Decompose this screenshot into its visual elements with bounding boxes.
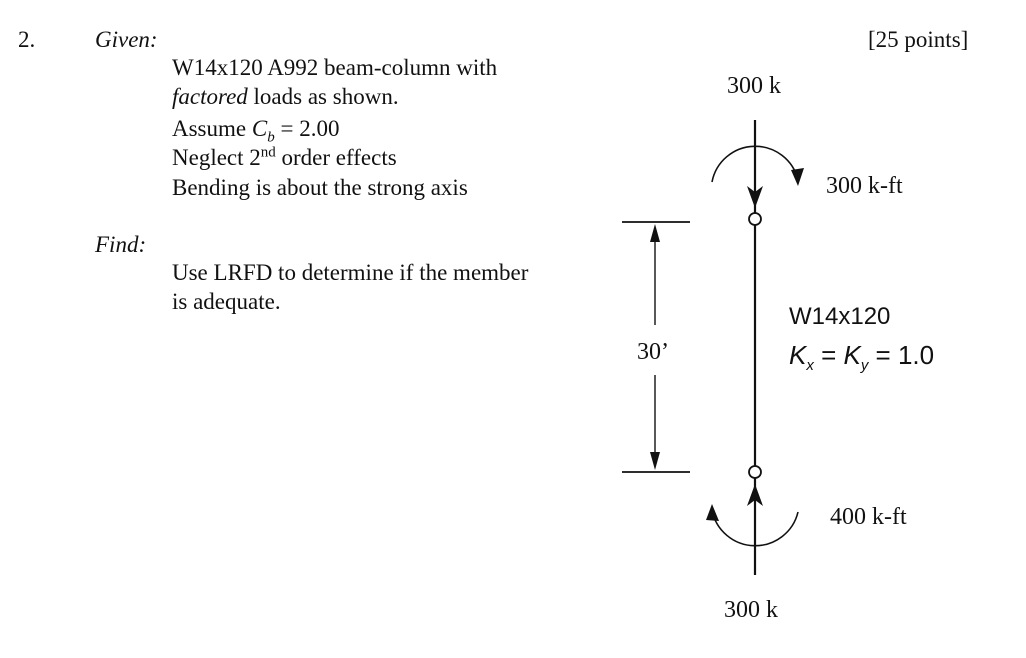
top-moment-label: 300 k-ft — [826, 173, 903, 199]
neglect-rest: order effects — [275, 145, 397, 170]
given-line-bending: Bending is about the strong axis — [172, 175, 468, 200]
cb-variable: C — [251, 116, 268, 141]
bottom-pin — [749, 466, 761, 478]
factored-word: factored — [172, 84, 248, 109]
ky-subscript: y — [860, 357, 869, 375]
problem-number: 2. — [18, 27, 36, 52]
top-pin — [749, 213, 761, 225]
bottom-moment-arrowhead — [706, 504, 719, 521]
k-equals: = — [813, 340, 844, 370]
points-label: [25 points] — [868, 27, 969, 52]
kx-subscript: x — [806, 357, 814, 375]
given-label: Given: — [95, 27, 158, 52]
ky-variable: K — [843, 340, 861, 370]
nd-superscript: nd — [260, 144, 276, 161]
cb-prefix: Assume — [172, 116, 252, 141]
find-label: Find: — [95, 232, 147, 257]
cb-subscript: b — [267, 129, 275, 146]
top-moment-arrowhead — [791, 168, 804, 186]
neglect-prefix: Neglect 2 — [172, 145, 261, 170]
cb-value: = 2.00 — [274, 116, 340, 141]
dimension-arrow-top — [650, 224, 660, 242]
bottom-axial-load-label: 300 k — [724, 597, 778, 623]
length-label: 30’ — [637, 339, 669, 365]
find-line-2: is adequate. — [172, 289, 281, 314]
k-value: = 1.0 — [868, 340, 935, 370]
effective-length-factor-label — [789, 340, 935, 375]
find-line-1: Use LRFD to determine if the member — [172, 260, 529, 285]
top-axial-load-label: 300 k — [727, 73, 781, 99]
factored-rest: loads as shown. — [247, 84, 399, 109]
given-line-section: W14x120 A992 beam-column with — [172, 55, 498, 80]
section-designation-label: W14x120 — [789, 303, 891, 330]
kx-variable: K — [789, 340, 807, 370]
bottom-moment-label: 400 k-ft — [830, 504, 907, 530]
dimension-arrow-bottom — [650, 452, 660, 470]
